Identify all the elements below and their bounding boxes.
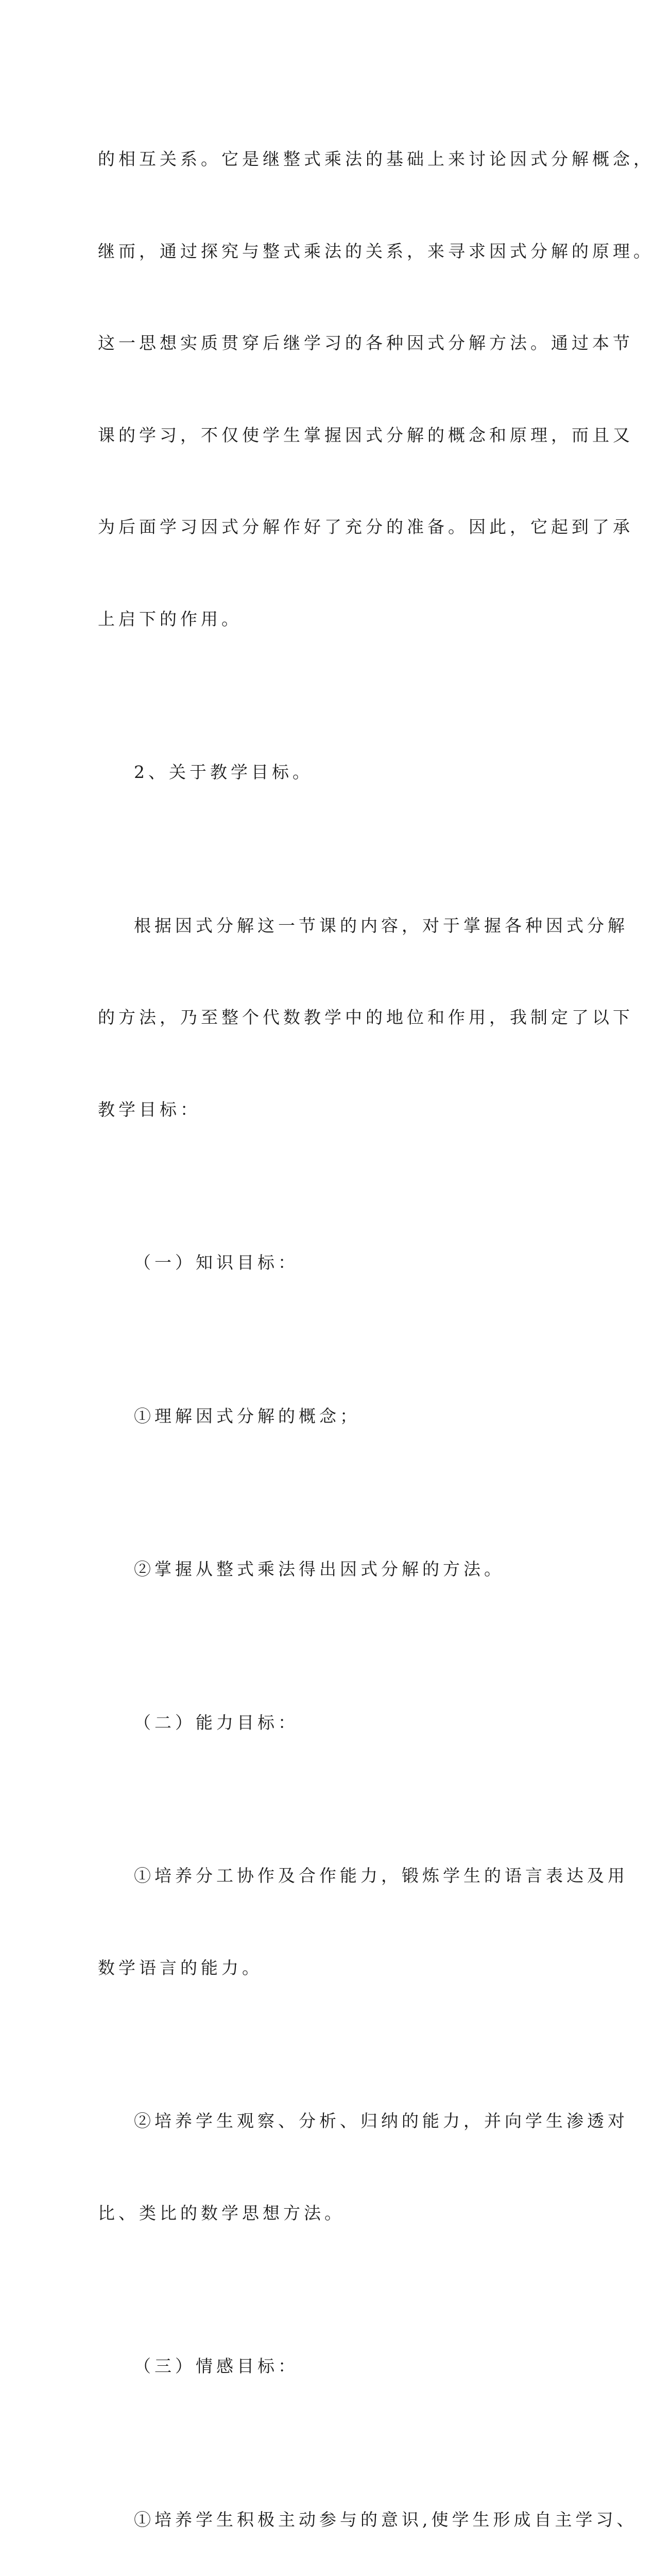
text-line: ①理解因式分解的概念； (98, 1401, 561, 1432)
list-item-ability-1 (98, 1799, 561, 2044)
subheading-emotion-objectives (98, 2290, 561, 2443)
text-line: ①培养学生积极主动参与的意识,使学生形成自主学习、 (98, 2504, 561, 2535)
subheading-text: （二）能力目标： (98, 1707, 561, 1738)
heading-text: 2、关于教学目标。 (98, 757, 561, 788)
text-line: 这一思想实质贯穿后继学习的各种因式分解方法。通过本节 (98, 328, 561, 359)
paragraph-objectives-intro (98, 849, 561, 1187)
text-line: 上启下的作用。 (98, 604, 561, 635)
paragraph-subject-role-continued (98, 82, 561, 696)
text-line: 为后面学习因式分解作好了充分的准备。因此，它起到了承 (98, 512, 561, 543)
text-line: 继而，通过探究与整式乘法的关系，来寻求因式分解的原理。 (98, 236, 561, 267)
list-item-knowledge-2 (98, 1493, 561, 1646)
text-line: 的相互关系。它是继整式乘法的基础上来讨论因式分解概念， (98, 144, 561, 175)
list-item-emotion-1 (98, 2443, 561, 2576)
text-line: 课的学习，不仅使学生掌握因式分解的概念和原理，而且又 (98, 420, 561, 451)
section-heading-teaching-objectives (98, 696, 561, 849)
subheading-knowledge-objectives (98, 1186, 561, 1340)
text-line: 的方法，乃至整个代数教学中的地位和作用，我制定了以下 (98, 1002, 561, 1033)
text-line: ②培养学生观察、分析、归纳的能力，并向学生渗透对 (98, 2106, 561, 2137)
text-line: 数学语言的能力。 (98, 1953, 561, 1984)
subheading-text: （三）情感目标： (98, 2351, 561, 2382)
subheading-ability-objectives (98, 1646, 561, 1800)
text-line: 根据因式分解这一节课的内容，对于掌握各种因式分解 (98, 910, 561, 941)
subheading-text: （一）知识目标： (98, 1247, 561, 1278)
list-item-ability-2 (98, 2044, 561, 2290)
list-item-knowledge-1 (98, 1340, 561, 1493)
text-line: ②掌握从整式乘法得出因式分解的方法。 (98, 1554, 561, 1585)
text-line: 比、类比的数学思想方法。 (98, 2198, 561, 2229)
text-line: ①培养分工协作及合作能力，锻炼学生的语言表达及用 (98, 1860, 561, 1891)
text-line: 教学目标： (98, 1094, 561, 1125)
document-page (98, 82, 561, 2576)
